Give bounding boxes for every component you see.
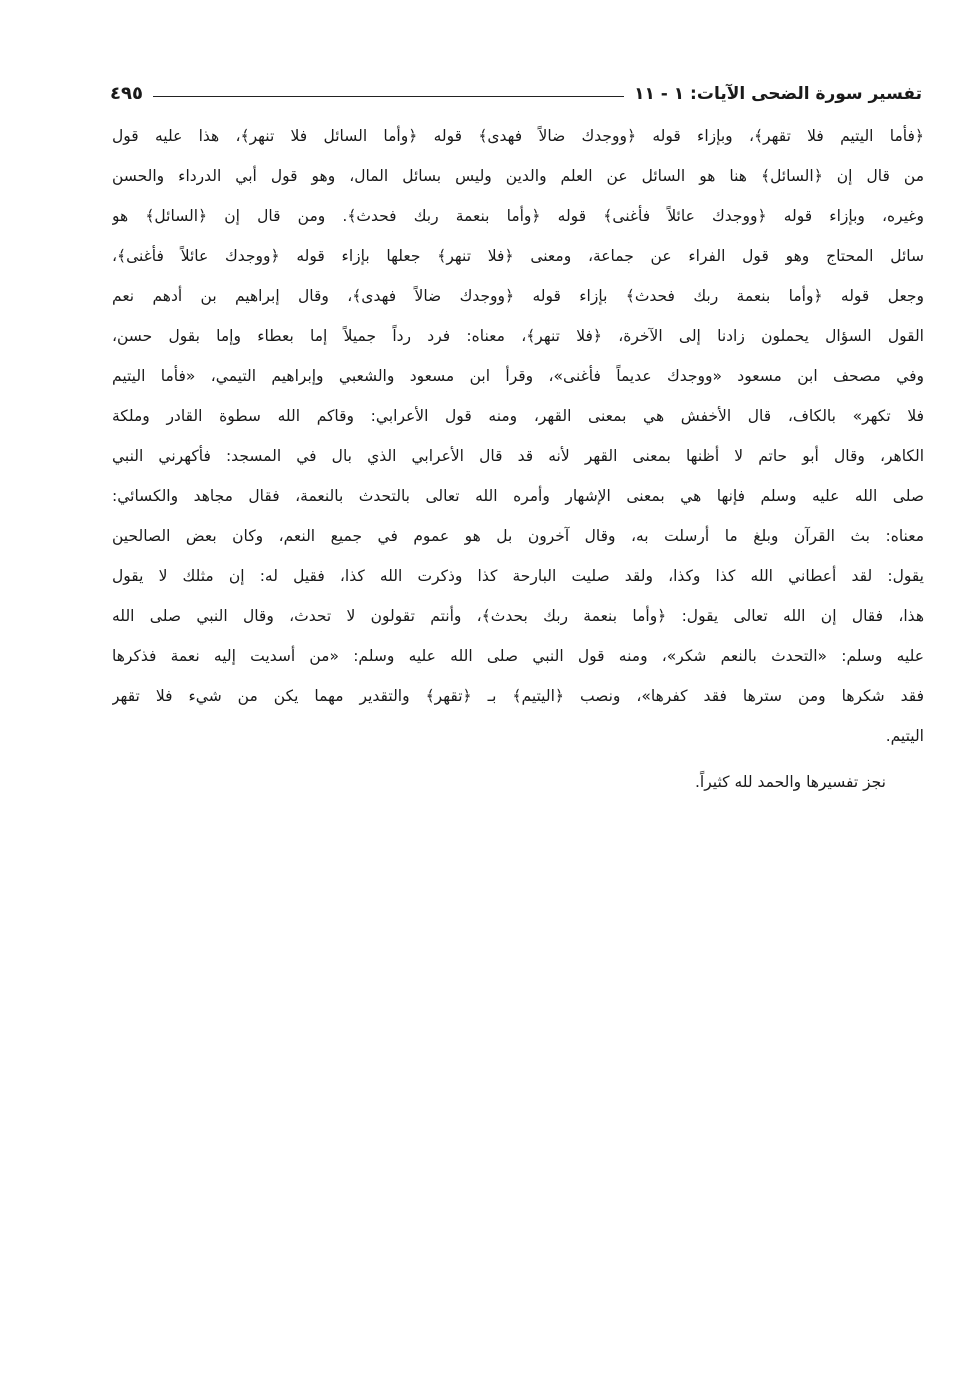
running-header: [110, 70, 922, 104]
text-line: فلا تكهر» بالكاف، قال الأخفش هي بمعنى القهر، ومنه قول الأعرابي: وقاكم الله سطوة القادر وملكة: [112, 407, 924, 425]
header-title: تفسير سورة الضحى الآيات: ١ - ١١: [634, 84, 922, 104]
text-line: اليتيم.: [885, 727, 924, 745]
header-rule: [153, 96, 624, 97]
body-text: [112, 116, 924, 802]
text-line: فقد شكرها ومن سترها فقد كفرها»، ونصب ﴿اليتيم﴾ بـ ﴿تقهر﴾ والتقدير مهما يكن من شيء فلا تقهر: [112, 687, 924, 705]
text-line: الكاهر، وقال أبو حاتم لا أظنها بمعنى القهر لأنه قد قال الأعرابي الذي بال في المسجد: فأكهرني النبي: [112, 447, 924, 465]
text-line: سائل المحتاج وهو قول الفراء عن جماعة، ومعنى ﴿فلا تنهر﴾ جعلها بإزاء قوله ﴿ووجدك عائلاً فأغنى﴾،: [112, 247, 924, 265]
text-line: يقول: لقد أعطاني الله كذا وكذا، ولقد صليت البارحة كذا وذكرت الله كذا، فقيل له: إن مثلك لا يقول: [112, 567, 924, 585]
text-line: وغيره، وبإزاء قوله ﴿ووجدك عائلاً فأغنى﴾ قوله ﴿وأما بنعمة ربك فحدث﴾. ومن قال إن ﴿السائل﴾ هو: [112, 207, 924, 225]
page-number: ٤٩٥: [110, 83, 143, 104]
text-line: القول السؤال يحملون زادنا إلى الآخرة، ﴿فلا تنهر﴾، معناه: فرد رداً جميلاً إما بعطاء وإما بقول حسن،: [112, 327, 924, 345]
text-line: وجعل قوله ﴿وأما بنعمة ربك فحدث﴾ بإزاء قوله ﴿ووجدك ضالاً فهدى﴾، وقال إبراهيم بن أدهم نعم: [112, 287, 924, 305]
text-line: وفي مصحف ابن مسعود «ووجدك عديماً فأغنى»، وقرأ ابن مسعود والشعبي وإبراهيم التيمي، «فأما اليتيم: [112, 367, 924, 385]
text-line: معناه: بث القرآن وبلغ ما أرسلت به، وقال آخرون بل هو عموم في جميع النعم، وكان بعض الصالحين: [112, 527, 924, 545]
text-line: عليه وسلم: «التحدث بالنعم شكر»، ومنه قول النبي صلى الله عليه وسلم: «من أسديت إليه نعمة فذكرها: [112, 647, 924, 665]
text-line: ﴿فأما اليتيم فلا تقهر﴾، وبإزاء قوله ﴿ووجدك ضالاً فهدى﴾ قوله ﴿وأما السائل فلا تنهر﴾، هذا عليه قول: [112, 127, 924, 145]
text-line: من قال إن ﴿السائل﴾ هنا هو السائل عن العلم والدين وليس بسائل المال، وهو قول أبي الدرداء والحسن: [112, 167, 924, 185]
text-line: هذا، فقال إن الله تعالى يقول: ﴿وأما بنعمة ربك بحدث﴾، وأنتم تقولون لا تحدث، وقال النبي صلى الله: [112, 607, 924, 625]
closing-line: نجز تفسيرها والحمد لله كثيراً.: [695, 773, 886, 791]
text-line: صلى الله عليه وسلم فإنها هي بمعنى الإشهار وأمره الله تعالى بالتحدث بالنعمة، فقال مجاهد والكسائي:: [112, 487, 924, 505]
